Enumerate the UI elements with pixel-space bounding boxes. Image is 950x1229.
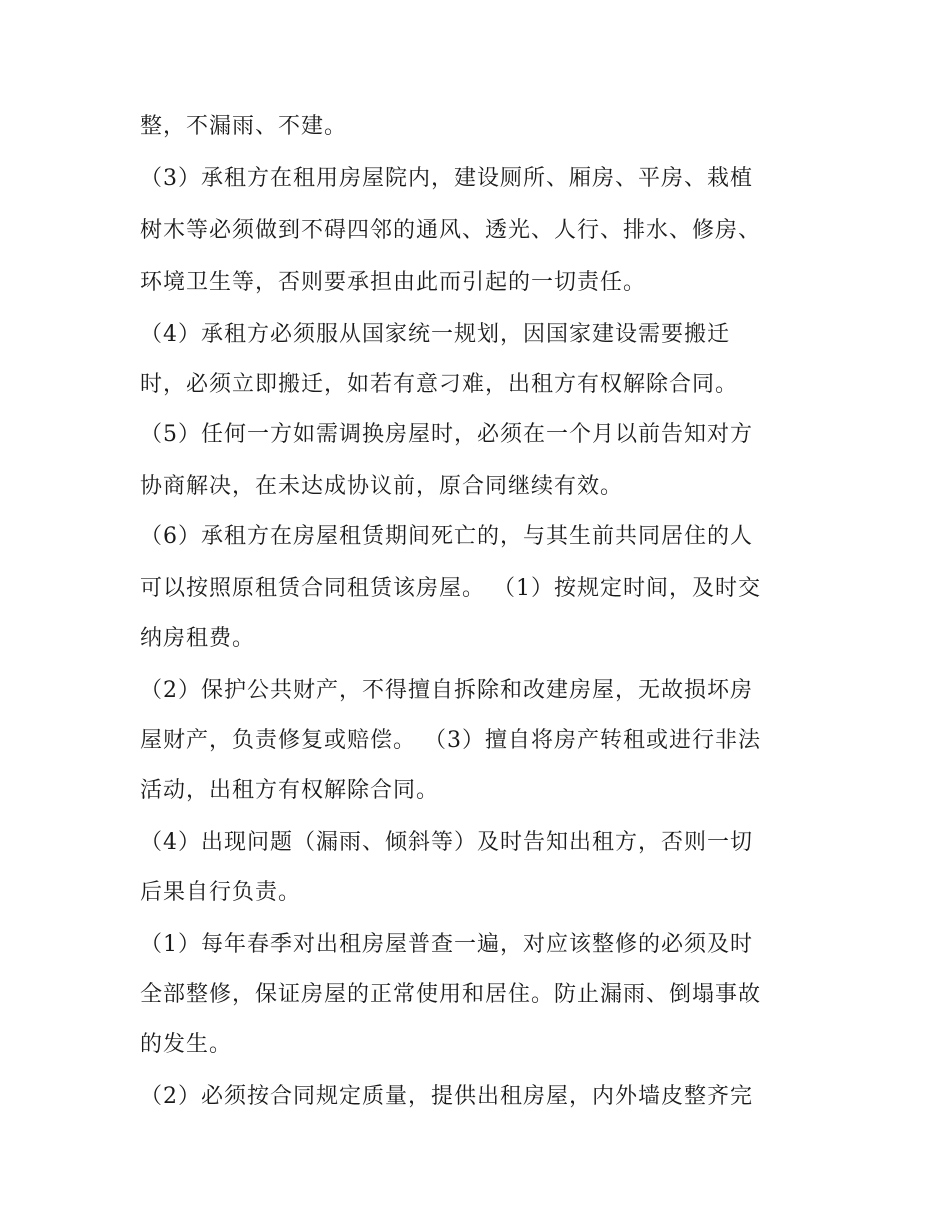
- text-line: （2）保护公共财产，不得擅自拆除和改建房屋，无故损坏房: [140, 678, 753, 703]
- text-line: 后果自行负责。: [140, 880, 302, 905]
- text-line: （4）出现问题（漏雨、倾斜等）及时告知出租方，否则一切: [140, 830, 753, 855]
- text-line: 全部整修，保证房屋的正常使用和居住。防止漏雨、倒塌事故: [140, 982, 762, 1007]
- text-line: （2）必须按合同规定质量，提供出租房屋，内外墙皮整齐完: [140, 1084, 753, 1109]
- text-line: （4）承租方必须服从国家统一规划，因国家建设需要搬迁: [140, 322, 730, 347]
- text-line: 环境卫生等，否则要承担由此而引起的一切责任。: [140, 270, 647, 295]
- text-line: 时，必须立即搬迁，如若有意刁难，出租方有权解除合同。: [140, 372, 739, 397]
- text-line: 的发生。: [140, 1032, 233, 1057]
- text-line: 活动，出租方有权解除合同。: [140, 778, 440, 803]
- text-line: 可以按照原租赁合同租赁该房屋。 （1）按规定时间，及时交: [140, 576, 761, 601]
- text-line: 整，不漏雨、不建。: [140, 114, 348, 139]
- text-line: （6）承租方在房屋租赁期间死亡的，与其生前共同居住的人: [140, 524, 753, 549]
- text-line: （1）每年春季对出租房屋普查一遍，对应该整修的必须及时: [140, 932, 753, 957]
- text-line: （3）承租方在租用房屋院内，建设厕所、厢房、平房、栽植: [140, 166, 753, 191]
- text-line: 屋财产，负责修复或赔偿。 （3）擅自将房产转租或进行非法: [140, 728, 761, 753]
- text-line: （5）任何一方如需调换房屋时，必须在一个月以前告知对方: [140, 422, 753, 447]
- text-line: 树木等必须做到不碍四邻的通风、透光、人行、排水、修房、: [140, 218, 762, 243]
- text-line: 纳房租费。: [140, 626, 256, 651]
- text-line: 协商解决，在未达成协议前，原合同继续有效。: [140, 474, 624, 499]
